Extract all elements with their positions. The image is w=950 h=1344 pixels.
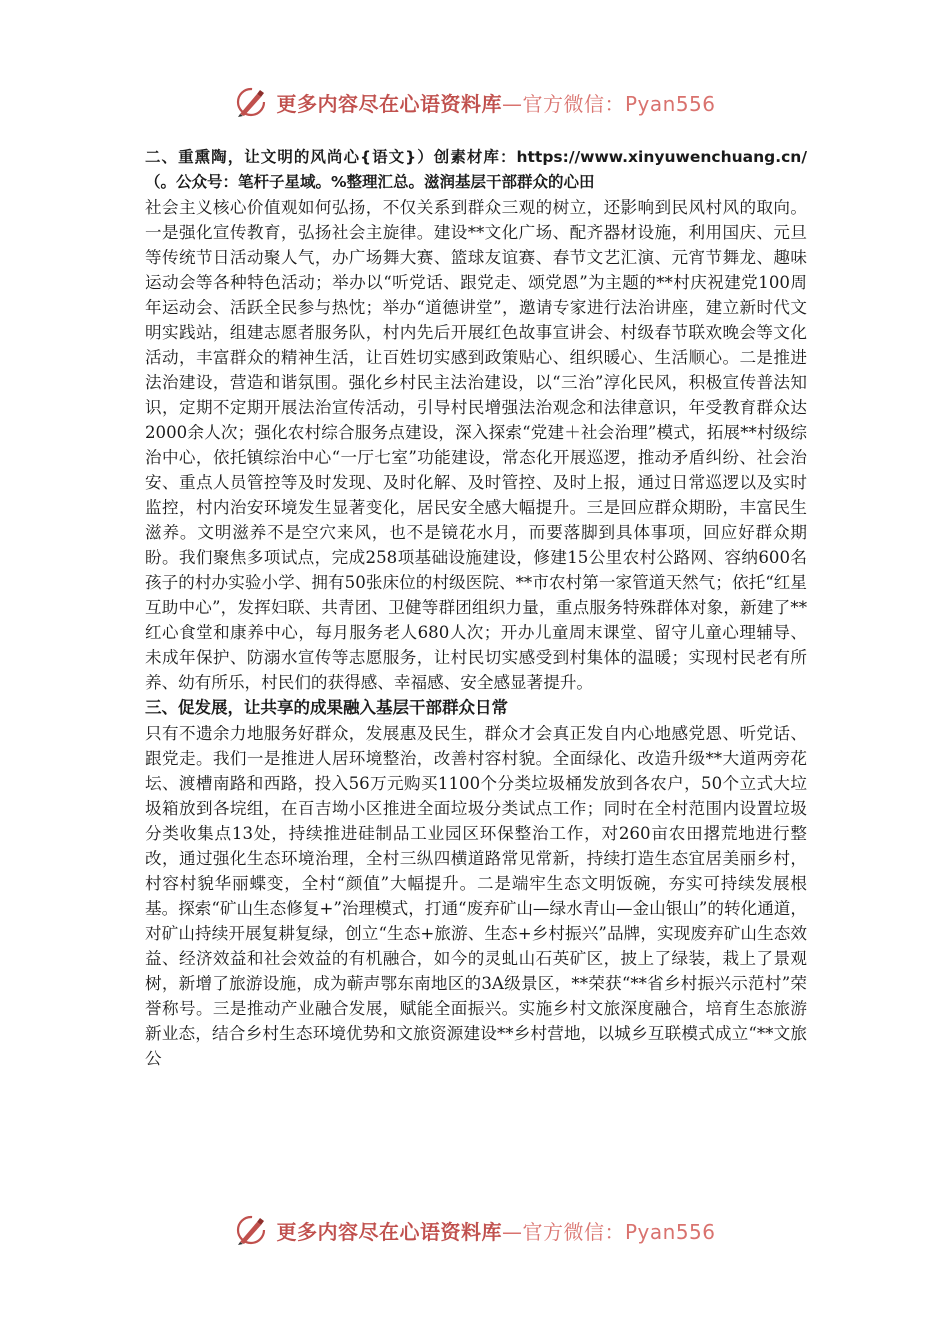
pen-logo-icon	[234, 85, 268, 119]
banner-account: Pyan556	[624, 91, 716, 116]
banner-account: Pyan556	[624, 1219, 716, 1244]
header-banner	[0, 80, 950, 124]
section-3-paragraph: 只有不遗余力地服务好群众，发展惠及民生，群众才会真正发自内心地感党恩、听党话、跟党走。我们一是推进人居环境整治，改善村容村貌。全面绿化、改造升级**大道两旁花坛、渡槽南路和西路，投入56万元购买1100个分类垃圾桶发放到各农户，50个立式大垃圾箱放到各垸组，在百吉坳小区推进全面垃圾分类试点工作；同时在全村范围内设置垃圾分类收集点13处，持续推进硅制品工业园区环保整治工作，对260亩农田撂荒地进行整改，通过强化生态环境治理，全村三纵四横道路常见常新，持续打造生态宜居美丽乡村，村容村貌华丽蝶变，全村“颜值”大幅提升。二是端牢生态文明饭碗，夯实可持续发展根基。探索“矿山生态修复+”治理模式，打通“废弃矿山—绿水青山—金山银山”的转化通道，对矿山持续开展复耕复绿，创立“生态+旅游、生态+乡村振兴”品牌，实现废弃矿山生态效益、经济效益和社会效益的有机融合，如今的灵虬山石英矿区，披上了绿装，栽上了景观树，新增了旅游设施，成为蕲声鄂东南地区的3A级景区，**荣获“**省乡村振兴示范村”荣誉称号。三是推动产业融合发展，赋能全面振兴。实施乡村文旅深度融合，培育生态旅游新业态，结合乡村生态环境优势和文旅资源建设**乡村营地，以城乡互联模式成立“**文旅公	[145, 724, 807, 1068]
banner-text	[276, 1216, 715, 1245]
banner-text	[276, 88, 715, 117]
banner-dash: —	[501, 1219, 523, 1244]
banner-lead-text: 更多内容尽在心语资料库	[276, 91, 502, 116]
banner-lead-text: 更多内容尽在心语资料库	[276, 1219, 502, 1244]
banner-dash: —	[501, 91, 523, 116]
section-2-heading: 二、重熏陶，让文明的风尚心{语文}）创素材库：https://www.xinyuwenchuang.cn/（。公众号：笔杆子星域。%整理汇总。滋润基层干部群众的心田	[145, 148, 807, 191]
banner-official-label: 官方微信：	[522, 91, 625, 116]
banner-official-label: 官方微信：	[522, 1219, 625, 1244]
document-body	[145, 145, 807, 1071]
footer-banner	[0, 1208, 950, 1252]
section-2-paragraph: 社会主义核心价值观如何弘扬，不仅关系到群众三观的树立，还影响到民风村风的取向。一是强化宣传教育，弘扬社会主旋律。建设**文化广场、配齐器材设施，利用国庆、元旦等传统节日活动聚人气，办广场舞大赛、篮球友谊赛、春节文艺汇演、元宵节舞龙、趣味运动会等各种特色活动；举办以“听党话、跟党走、颂党恩”为主题的**村庆祝建党100周年运动会、活跃全民参与热忱；举办“道德讲堂”，邀请专家进行法治讲座，建立新时代文明实践站，组建志愿者服务队，村内先后开展红色故事宣讲会、村级春节联欢晚会等文化活动，丰富群众的精神生活，让百姓切实感到政策贴心、组织暖心、生活顺心。二是推进法治建设，营造和谐氛围。强化乡村民主法治建设，以“三治”淳化民风，积极宣传普法知识，定期不定期开展法治宣传活动，引导村民增强法治观念和法律意识，年受教育群众达2000余人次；强化农村综合服务点建设，深入探索“党建＋社会治理”模式，拓展**村级综治中心，依托镇综治中心“一厅七室”功能建设，常态化开展巡逻，推动矛盾纠纷、社会治安、重点人员管控等及时发现、及时化解、及时管控、及时上报，通过日常巡逻以及实时监控，村内治安环境发生显著变化，居民安全感大幅提升。三是回应群众期盼，丰富民生滋养。文明滋养不是空穴来风，也不是镜花水月，而要落脚到具体事项，回应好群众期盼。我们聚焦多项试点，完成258项基础设施建设，修建15公里农村公路网、容纳600名孩子的村办实验小学、拥有50张床位的村级医院、**市农村第一家管道天然气；依托“红星互助中心”，发挥妇联、共青团、卫健等群团组织力量，重点服务特殊群体对象，新建了**红心食堂和康养中心，每月服务老人680人次；开办儿童周末课堂、留守儿童心理辅导、未成年保护、防溺水宣传等志愿服务，让村民切实感受到村集体的温暖；实现村民老有所养、幼有所乐，村民们的获得感、幸福感、安全感显著提升。	[145, 198, 807, 692]
section-3-heading: 三、促发展，让共享的成果融入基层干部群众日常	[145, 698, 508, 717]
pen-logo-icon	[234, 1213, 268, 1247]
